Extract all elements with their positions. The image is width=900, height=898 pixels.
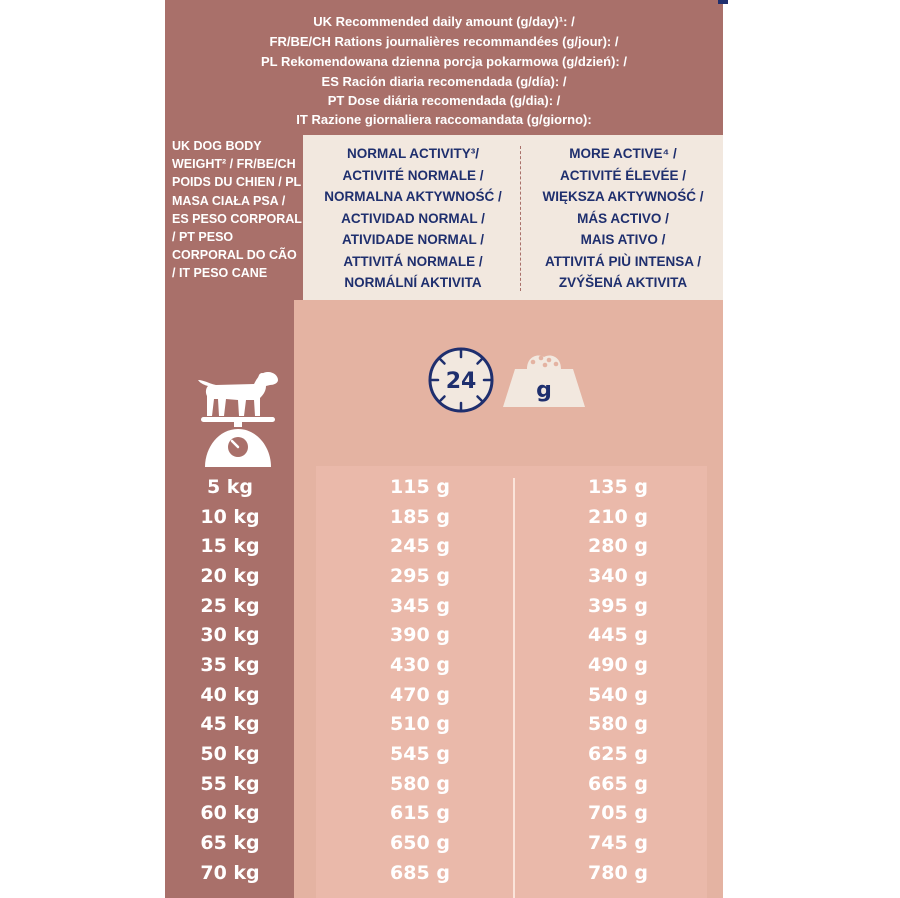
weight-cell: 60 kg xyxy=(200,802,260,824)
normal-amount-cell: 685 g xyxy=(390,862,450,884)
dog-icon xyxy=(196,366,280,418)
more-amount-cell: 135 g xyxy=(588,476,648,498)
more-amount-cell: 540 g xyxy=(588,684,648,706)
weight-cell: 30 kg xyxy=(200,624,260,646)
normal-amount-cell: 470 g xyxy=(390,684,450,706)
header-line-pl: PL Rekomendowana dzienna porcja pokarmowa (g/dzień): / xyxy=(261,54,627,69)
header-line-uk: UK Recommended daily amount (g/day)¹: / xyxy=(313,14,575,29)
weight-cell: 25 kg xyxy=(200,595,260,617)
column-divider xyxy=(513,478,515,898)
more-amount-cell: 210 g xyxy=(588,506,648,528)
normal-activity-line: ACTIVIDAD NORMAL / xyxy=(341,210,485,226)
more-active-label xyxy=(521,143,725,294)
normal-activity-line: ATTIVITÁ NORMALE / xyxy=(343,253,483,269)
header-line-it: IT Razione giornaliera raccomandata (g/giorno): xyxy=(296,112,592,127)
normal-amount-cell: 430 g xyxy=(390,654,450,676)
more-amount-cell: 490 g xyxy=(588,654,648,676)
activity-header-box xyxy=(303,135,723,300)
header-line-fr: FR/BE/CH Rations journalières recommandées (g/jour): / xyxy=(269,34,619,49)
more-amount-cell: 280 g xyxy=(588,535,648,557)
weight-cell: 65 kg xyxy=(200,832,260,854)
scale-icon xyxy=(201,417,275,467)
normal-amount-cell: 345 g xyxy=(390,595,450,617)
normal-activity-line: NORMÁLNÍ AKTIVITA xyxy=(344,275,482,290)
weight-cell: 45 kg xyxy=(200,713,260,735)
activity-divider xyxy=(520,146,521,291)
normal-amount-cell: 185 g xyxy=(390,506,450,528)
header-line-es: ES Ración diaria recomendada (g/día): / xyxy=(321,74,567,89)
more-amount-cell: 340 g xyxy=(588,565,648,587)
more-active-line: MÁS ACTIVO / xyxy=(577,210,669,226)
more-amount-cell: 665 g xyxy=(588,773,648,795)
normal-activity-line: ACTIVITÉ NORMALE / xyxy=(342,167,484,183)
more-amount-cell: 625 g xyxy=(588,743,648,765)
normal-activity-line: ATIVIDADE NORMAL / xyxy=(341,232,484,247)
bowl-label: g xyxy=(536,378,552,403)
more-amount-cell: 395 g xyxy=(588,595,648,617)
header-line-pt: PT Dose diária recomendada (g/dia): / xyxy=(327,93,561,108)
weight-cell: 40 kg xyxy=(200,684,260,706)
normal-amount-cell: 650 g xyxy=(390,832,450,854)
normal-amount-cell: 390 g xyxy=(390,624,450,646)
weight-cell: 35 kg xyxy=(200,654,260,676)
normal-activity-line: NORMALNA AKTYWNOŚĆ / xyxy=(324,189,502,204)
clock-label: 24 xyxy=(445,369,477,394)
more-active-line: ATTIVITÁ PIÙ INTENSA / xyxy=(544,253,701,269)
more-amount-cell: 745 g xyxy=(588,832,648,854)
normal-amount-cell: 295 g xyxy=(390,565,450,587)
food-bowl-icon xyxy=(503,351,585,407)
normal-activity-line: NORMAL ACTIVITY³/ xyxy=(347,146,479,161)
normal-amount-cell: 115 g xyxy=(390,476,450,498)
more-active-line: MAIS ATIVO / xyxy=(580,232,666,247)
more-amount-cell: 705 g xyxy=(588,802,648,824)
more-active-line: ACTIVITÉ ÉLEVÉE / xyxy=(559,167,687,183)
weight-cell: 70 kg xyxy=(200,862,260,884)
weight-cell: 5 kg xyxy=(206,476,254,498)
daily-amount-header xyxy=(165,0,723,132)
normal-activity-label xyxy=(303,143,523,294)
normal-amount-cell: 510 g xyxy=(390,713,450,735)
body-weight-label: UK DOG BODY WEIGHT² / FR/BE/CH POIDS DU CHIEN / PL MASA CIAŁA PSA / ES PESO CORPORAL / PT PESO CORPORAL DO CÃO / IT PESO CANE xyxy=(172,139,302,281)
weight-cell: 50 kg xyxy=(200,743,260,765)
normal-amount-cell: 580 g xyxy=(390,773,450,795)
more-active-line: WIĘKSZA AKTYWNOŚĆ / xyxy=(542,189,704,204)
weight-cell: 15 kg xyxy=(200,535,260,557)
normal-amount-cell: 615 g xyxy=(390,802,450,824)
weight-cell: 55 kg xyxy=(200,773,260,795)
more-amount-cell: 445 g xyxy=(588,624,648,646)
weight-cell: 10 kg xyxy=(200,506,260,528)
normal-amount-cell: 245 g xyxy=(390,535,450,557)
more-amount-cell: 580 g xyxy=(588,713,648,735)
clock-24-icon xyxy=(427,346,495,414)
more-active-line: MORE ACTIVE⁴ / xyxy=(569,146,677,161)
more-amount-cell: 780 g xyxy=(588,862,648,884)
normal-amount-cell: 545 g xyxy=(390,743,450,765)
more-active-line: ZVÝŠENÁ AKTIVITA xyxy=(558,275,688,290)
weight-cell: 20 kg xyxy=(200,565,260,587)
corner-mark xyxy=(718,0,728,4)
